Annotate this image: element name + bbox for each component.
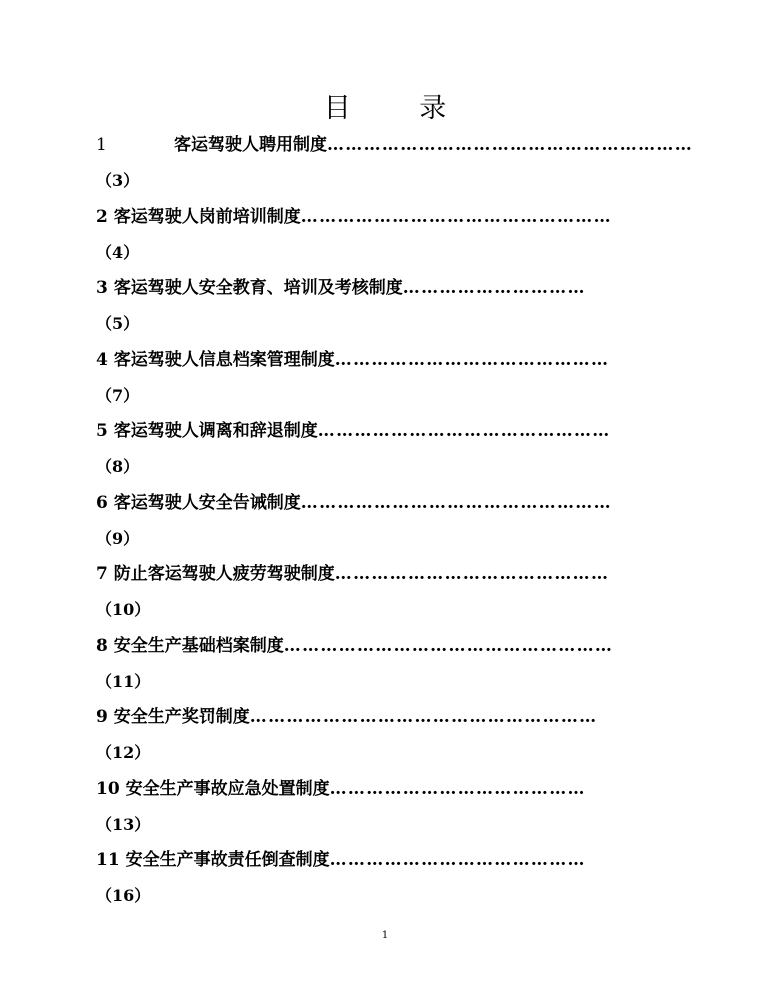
toc-entry-title: 安全生产基础档案制度 — [113, 635, 284, 656]
toc-entry-10[interactable] — [96, 776, 696, 848]
toc-entry-title: 客运驾驶人岗前培训制度 — [113, 206, 301, 227]
toc-entry-title: 客运驾驶人安全告诫制度 — [113, 492, 301, 513]
toc-entry-number: 3 — [96, 278, 108, 298]
toc-leader-dots: ………………………………………………… — [249, 707, 598, 727]
toc-entry-line — [96, 490, 696, 516]
toc-entry-line — [96, 347, 696, 373]
toc-entry-page: （5） — [96, 314, 140, 333]
page-number: 1 — [381, 930, 389, 941]
toc-entry-number: 5 — [96, 421, 108, 441]
toc-entry-line — [96, 561, 696, 587]
toc-entry-title: 客运驾驶人信息档案管理制度 — [113, 349, 335, 370]
toc-entry-number: 9 — [96, 707, 108, 727]
toc-entry-number: 7 — [96, 564, 108, 584]
toc-entry-line — [96, 704, 696, 730]
toc-entry-2[interactable] — [96, 204, 696, 276]
toc-entry-title: 客运驾驶人调离和辞退制度 — [113, 421, 318, 441]
toc-entry-6[interactable] — [96, 490, 696, 562]
toc-entry-title: 安全生产事故责任倒查制度 — [125, 850, 330, 870]
toc-entry-11[interactable] — [96, 847, 696, 919]
toc-leader-dots: ………………………………………… — [317, 421, 611, 441]
toc-entry-line — [96, 633, 696, 659]
toc-entry-line — [96, 132, 696, 158]
toc-entry-number: 1 — [96, 135, 107, 155]
table-of-contents — [96, 132, 696, 919]
toc-entry-title: 安全生产事故应急处置制度 — [125, 778, 330, 799]
toc-entry-number: 6 — [96, 492, 108, 513]
toc-leader-dots: …………………………………………… — [300, 492, 612, 513]
toc-entry-8[interactable] — [96, 633, 696, 705]
toc-entry-page: （10） — [96, 600, 151, 619]
toc-leader-dots: …………………………………………………… — [327, 135, 693, 155]
toc-entry-9[interactable] — [96, 704, 696, 776]
toc-title: 目 录 — [323, 93, 477, 124]
toc-entry-page: （7） — [96, 385, 140, 405]
toc-entry-page: （9） — [96, 528, 140, 548]
toc-entry-line — [96, 275, 696, 301]
toc-entry-page: （13） — [96, 814, 151, 834]
toc-entry-page: （4） — [96, 242, 140, 262]
toc-entry-line — [96, 847, 696, 873]
toc-entry-page: （3） — [96, 171, 140, 190]
toc-entry-number: 10 — [96, 778, 120, 799]
toc-entry-page: （11） — [96, 671, 151, 691]
toc-entry-title: 客运驾驶人安全教育、培训及考核制度 — [113, 278, 403, 298]
toc-entry-line — [96, 776, 696, 802]
toc-entry-1[interactable] — [96, 132, 696, 204]
toc-entry-title: 防止客运驾驶人疲劳驾驶制度 — [113, 564, 335, 584]
toc-entry-line — [96, 204, 696, 230]
toc-leader-dots: …………………………………… — [329, 850, 586, 870]
toc-leader-dots: …………………………………… — [329, 778, 586, 799]
toc-entry-number: 2 — [96, 206, 108, 227]
toc-entry-7[interactable] — [96, 561, 696, 633]
toc-entry-line — [96, 418, 696, 444]
toc-entry-title: 客运驾驶人聘用制度 — [174, 135, 327, 155]
toc-entry-page: （12） — [96, 743, 151, 762]
toc-entry-title: 安全生产奖罚制度 — [113, 707, 250, 727]
toc-entry-3[interactable] — [96, 275, 696, 347]
toc-entry-number: 8 — [96, 635, 108, 656]
toc-leader-dots: …………………………………………… — [300, 206, 612, 227]
toc-entry-page: （16） — [96, 886, 151, 905]
toc-entry-4[interactable] — [96, 347, 696, 419]
toc-entry-number: 4 — [96, 349, 108, 370]
toc-entry-number: 11 — [96, 850, 120, 870]
toc-leader-dots: ………………………… — [402, 278, 586, 298]
toc-leader-dots: ……………………………………… — [334, 564, 610, 584]
toc-entry-5[interactable] — [96, 418, 696, 490]
toc-leader-dots: ……………………………………… — [334, 349, 610, 370]
toc-entry-page: （8） — [96, 457, 140, 476]
toc-leader-dots: ……………………………………………… — [283, 635, 614, 656]
